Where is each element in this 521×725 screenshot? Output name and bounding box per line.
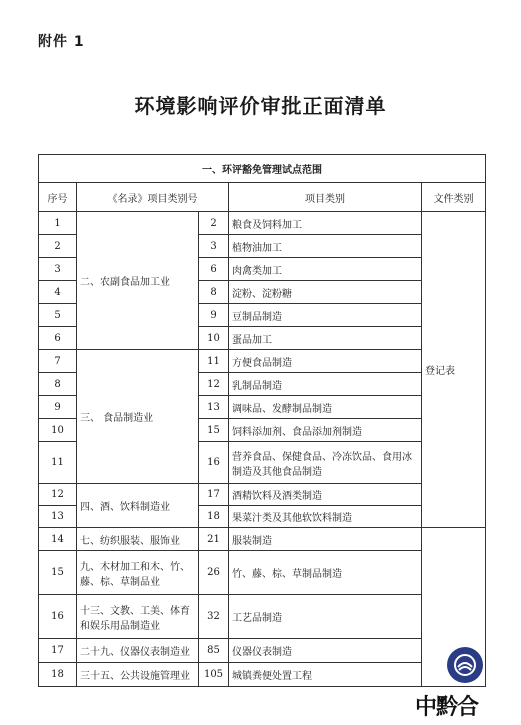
table-row <box>39 528 486 551</box>
row-code: 8 <box>199 281 229 304</box>
row-category: 植物油加工 <box>229 235 422 258</box>
row-seq: 2 <box>39 235 77 258</box>
group-label: 三十五、公共设施管理业 <box>77 663 199 687</box>
col-header-seq: 序号 <box>39 183 77 212</box>
approval-list-table <box>38 154 486 687</box>
row-category: 豆制品制造 <box>229 304 422 327</box>
row-code: 18 <box>199 506 229 528</box>
row-seq: 18 <box>39 663 77 687</box>
row-code: 105 <box>199 663 229 687</box>
row-seq: 7 <box>39 350 77 373</box>
row-category: 粮食及饲料加工 <box>229 212 422 235</box>
row-code: 11 <box>199 350 229 373</box>
doc-type-cell: 登记表 <box>422 212 486 528</box>
table-row <box>39 350 486 373</box>
row-category: 肉禽类加工 <box>229 258 422 281</box>
row-code: 6 <box>199 258 229 281</box>
row-code: 15 <box>199 419 229 442</box>
row-code: 17 <box>199 484 229 506</box>
attachment-label: 附件 1 <box>38 34 85 50</box>
table-row <box>39 595 486 639</box>
row-code: 85 <box>199 639 229 663</box>
row-code: 3 <box>199 235 229 258</box>
row-code: 32 <box>199 595 229 639</box>
row-category: 酒精饮料及酒类制造 <box>229 484 422 506</box>
row-category: 服装制造 <box>229 528 422 551</box>
section-title: 一、环评豁免管理试点范围 <box>39 155 486 183</box>
row-category: 果菜汁类及其他软饮料制造 <box>229 506 422 528</box>
row-category: 工艺品制造 <box>229 595 422 639</box>
row-seq: 1 <box>39 212 77 235</box>
group-label: 七、纺织服装、服饰业 <box>77 528 199 551</box>
row-seq: 15 <box>39 551 77 595</box>
col-header-doc-type: 文件类别 <box>422 183 486 212</box>
row-seq: 3 <box>39 258 77 281</box>
row-category: 淀粉、淀粉糖 <box>229 281 422 304</box>
group-label: 四、酒、饮料制造业 <box>77 484 199 528</box>
row-code: 10 <box>199 327 229 350</box>
watermark-text: 中黔合 <box>415 695 479 720</box>
row-code: 26 <box>199 551 229 595</box>
table-row <box>39 484 486 506</box>
row-code: 16 <box>199 442 229 484</box>
group-label: 二、农副食品加工业 <box>77 212 199 350</box>
row-code: 13 <box>199 396 229 419</box>
row-seq: 4 <box>39 281 77 304</box>
page-title: 环境影响评价审批正面清单 <box>134 94 387 118</box>
row-seq: 14 <box>39 528 77 551</box>
row-category: 调味品、发酵制品制造 <box>229 396 422 419</box>
row-category: 营养食品、保健食品、冷冻饮品、食用冰制造及其他食品制造 <box>229 442 422 484</box>
row-category: 方便食品制造 <box>229 350 422 373</box>
row-category: 仪器仪表制造 <box>229 639 422 663</box>
row-seq: 6 <box>39 327 77 350</box>
group-label: 十三、文教、工美、体育和娱乐用品制造业 <box>77 595 199 639</box>
row-seq: 8 <box>39 373 77 396</box>
col-header-directory: 《名录》项目类别号 <box>77 183 229 212</box>
col-header-category: 项目类别 <box>229 183 422 212</box>
row-category: 蛋品加工 <box>229 327 422 350</box>
row-seq: 9 <box>39 396 77 419</box>
row-category: 竹、藤、棕、草制品制造 <box>229 551 422 595</box>
watermark-logo <box>415 647 505 721</box>
row-code: 12 <box>199 373 229 396</box>
row-code: 21 <box>199 528 229 551</box>
table-row <box>39 551 486 595</box>
row-seq: 16 <box>39 595 77 639</box>
group-label: 二十九、仪器仪表制造业 <box>77 639 199 663</box>
row-seq: 11 <box>39 442 77 484</box>
logo-emblem-icon <box>447 647 483 683</box>
row-category: 饲料添加剂、食品添加剂制造 <box>229 419 422 442</box>
row-code: 9 <box>199 304 229 327</box>
group-label: 三、 食品制造业 <box>77 350 199 484</box>
row-seq: 17 <box>39 639 77 663</box>
row-category: 城镇粪便处置工程 <box>229 663 422 687</box>
row-category: 乳制品制造 <box>229 373 422 396</box>
group-label: 九、木材加工和木、竹、藤、棕、草制品业 <box>77 551 199 595</box>
row-seq: 13 <box>39 506 77 528</box>
row-seq: 12 <box>39 484 77 506</box>
row-code: 2 <box>199 212 229 235</box>
row-seq: 10 <box>39 419 77 442</box>
row-seq: 5 <box>39 304 77 327</box>
table-row <box>39 212 486 235</box>
